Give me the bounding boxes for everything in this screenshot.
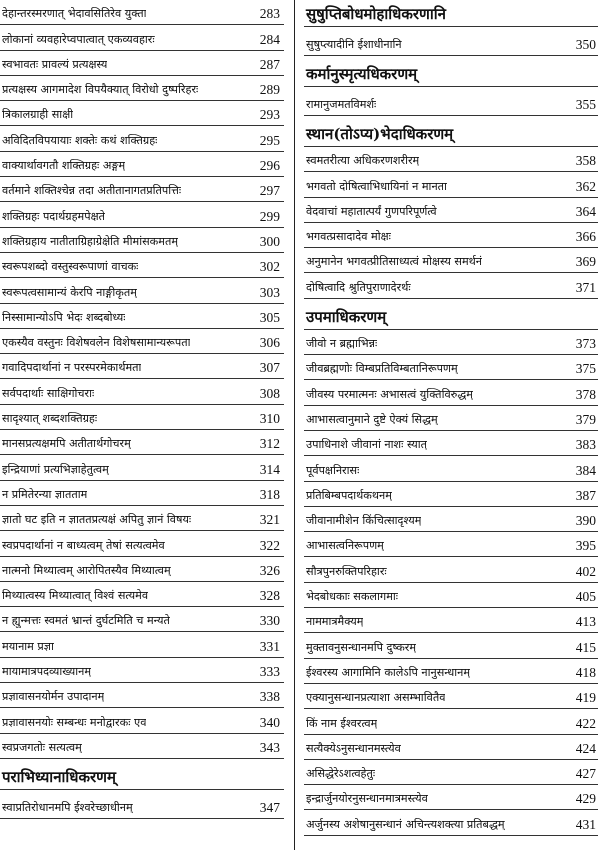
entry-page-number: 296 <box>259 158 280 174</box>
entry-page-number: 378 <box>575 386 596 402</box>
entry-page-number: 419 <box>575 690 596 706</box>
toc-entry <box>304 330 598 355</box>
entry-page-number: 383 <box>575 437 596 453</box>
entry-page-number: 295 <box>259 132 280 148</box>
toc-entry <box>304 608 598 633</box>
entry-page-number: 343 <box>259 739 280 755</box>
entry-page-number: 347 <box>259 799 280 815</box>
entry-page-number: 310 <box>259 411 280 427</box>
entry-title: मुक्तावनुसन्धानमपि दुष्करम् <box>306 640 417 654</box>
entry-page-number: 333 <box>259 664 280 680</box>
entry-page-number: 373 <box>575 336 596 352</box>
toc-entry <box>0 506 284 531</box>
entry-title: प्रतिबिम्बपदार्थकथनम् <box>306 488 392 502</box>
entry-title: जीवानामीशेन किंचित्सादृश्यम् <box>306 514 422 528</box>
entry-title: ईश्वरस्य आगामिनि कालेऽपि नानुसन्धानम् <box>306 665 471 679</box>
toc-entry <box>0 202 284 227</box>
toc-entry <box>0 557 284 582</box>
entry-page-number: 340 <box>259 714 280 730</box>
entry-title: सर्वपदार्थाः साक्षिगोचराः <box>2 386 95 400</box>
entry-title: अनुमानेन भगवत्प्रीतिसाध्यत्वं मोक्षस्य समर्थनं <box>306 255 482 269</box>
section-heading <box>304 0 598 27</box>
entry-page-number: 330 <box>259 613 280 629</box>
entry-page-number: 355 <box>575 97 596 112</box>
toc-entry <box>304 147 598 172</box>
entry-page-number: 283 <box>259 6 280 22</box>
toc-entry <box>0 790 284 819</box>
toc-entry <box>304 785 598 810</box>
entry-title: नात्मनो मिथ्यात्वम् आरोपितस्यैव मिथ्यात्वम् <box>2 563 171 577</box>
entry-title: आभासत्वानुमाने दुष्टे ऐक्यं सिद्धम् <box>306 412 438 426</box>
entry-title: निस्सामान्योऽपि भेदः शब्दबोध्यः <box>2 310 126 324</box>
entry-title: गवादिपदार्थानां न परस्परमेकार्थमता <box>2 361 142 375</box>
entry-page-number: 307 <box>259 360 280 376</box>
toc-entry <box>304 659 598 684</box>
entry-title: शक्तिग्रहः पदार्थग्रहमपेक्षते <box>2 209 105 223</box>
entry-title: न ह्युन्मत्तः स्वमतं भ्रान्तं दुर्घटमिति च मन्यते <box>2 614 170 628</box>
entry-title: उपाधिनाशे जीवानां नाशः स्यात् <box>306 438 428 452</box>
toc-entry <box>304 380 598 405</box>
entry-title: मानसप्रत्यक्षमपि अतीतार्थगोचरम् <box>2 437 131 451</box>
entry-page-number: 306 <box>259 335 280 351</box>
entry-page-number: 395 <box>575 538 596 554</box>
entry-page-number: 289 <box>259 82 280 98</box>
entry-title: मयानाम प्रज्ञा <box>2 639 54 653</box>
entry-title: न प्रमितेरन्या ज्ञातताम <box>2 487 88 501</box>
entry-page-number: 362 <box>575 178 596 194</box>
section-heading <box>304 56 598 87</box>
entry-page-number: 364 <box>575 203 596 219</box>
entry-title: प्रत्यक्षस्य आगमादेश विपयैक्यात् विरोधो दुष्परिहरः <box>2 83 199 97</box>
toc-entry <box>0 607 284 632</box>
entry-title: मिथ्यात्वस्य मिथ्यात्वात् विश्वं सत्यमेव <box>2 589 149 603</box>
section-heading-text: स्थान(तोऽप्य)भेदाधिकरणम् <box>306 125 454 143</box>
entry-title: इन्द्रार्जुनयोरनुसन्धानमात्रमस्त्येव <box>306 792 428 806</box>
toc-entry <box>0 25 284 50</box>
toc-entry <box>304 87 598 116</box>
entry-page-number: 379 <box>575 411 596 427</box>
entry-page-number: 318 <box>259 486 280 502</box>
toc-entry <box>304 684 598 709</box>
toc-entry <box>0 76 284 101</box>
entry-title: किं नाम ईश्वरत्वम् <box>306 716 378 730</box>
entry-title: त्रिकालग्राही साक्षी <box>2 108 74 122</box>
toc-entry <box>304 583 598 608</box>
section-heading-text: कर्मानुस्मृत्यधिकरणम् <box>306 65 418 83</box>
entry-page-number: 305 <box>259 309 280 325</box>
entry-page-number: 302 <box>259 259 280 275</box>
toc-entry <box>0 228 284 253</box>
entry-page-number: 402 <box>575 563 596 579</box>
entry-title: स्वप्रपदार्थानां न बाध्यत्वम् तेषां सत्यत्वमेव <box>2 538 165 552</box>
entry-page-number: 299 <box>259 208 280 224</box>
column-divider <box>294 0 295 850</box>
toc-entry <box>304 633 598 658</box>
entry-title: आभासत्वनिरूपणम् <box>306 539 384 553</box>
toc-entry <box>0 329 284 354</box>
toc-entry <box>304 810 598 835</box>
entry-page-number: 297 <box>259 183 280 199</box>
entry-page-number: 308 <box>259 385 280 401</box>
toc-entry <box>304 431 598 456</box>
entry-page-number: 422 <box>575 715 596 731</box>
entry-title: प्रज्ञावासनयोः सम्बन्धः मनोद्वारकः एव <box>2 715 147 729</box>
toc-entry <box>0 658 284 683</box>
entry-page-number: 431 <box>575 816 596 832</box>
entry-page-number: 384 <box>575 462 596 478</box>
toc-entry <box>304 482 598 507</box>
entry-title: भगवतो दोषित्वाभिधायिनां न मानता <box>306 179 447 193</box>
entry-title: भगवत्प्रसादादेव मोक्षः <box>306 230 391 244</box>
entry-title: जीवो न ब्रह्माभिन्नः <box>306 337 378 351</box>
entry-page-number: 322 <box>259 537 280 553</box>
entry-title: स्वभावतः प्रावल्यं प्रत्यक्षस्य <box>2 57 108 71</box>
entry-page-number: 314 <box>259 461 280 477</box>
entry-title: सादृश्यात् शब्दशक्तिग्रहः <box>2 412 98 426</box>
toc-entry <box>0 304 284 329</box>
entry-page-number: 312 <box>259 436 280 452</box>
toc-entry <box>0 379 284 404</box>
entry-title: अर्जुनस्य अशेषानुसन्धानं अचिन्त्यशक्त्या प्रतिबद्धम् <box>306 817 505 831</box>
toc-entry <box>0 354 284 379</box>
entry-title: वाक्यार्थावगतौ शक्तिग्रहः अङ्गम् <box>2 159 126 173</box>
toc-entry <box>0 708 284 733</box>
entry-title: लोकानां व्यवहारेप्वपात्वात् एकव्यवहारः <box>2 32 155 46</box>
entry-page-number: 390 <box>575 513 596 529</box>
toc-entry <box>304 735 598 760</box>
toc-entry <box>0 632 284 657</box>
toc-entry <box>0 51 284 76</box>
entry-page-number: 328 <box>259 588 280 604</box>
toc-entry <box>304 273 598 298</box>
toc-entry <box>0 0 284 25</box>
entry-title: वेदवाचां महातात्पर्यं गुणपरिपूर्णत्वे <box>306 204 437 218</box>
toc-entry <box>0 126 284 151</box>
entry-title: एकस्यैव वस्तुनः विशेषवलेन विशेषसामान्यरूपता <box>2 336 191 350</box>
entry-page-number: 350 <box>575 37 596 52</box>
toc-entry <box>304 760 598 785</box>
entry-page-number: 369 <box>575 254 596 270</box>
toc-entry <box>304 406 598 431</box>
entry-page-number: 418 <box>575 664 596 680</box>
section-heading <box>0 759 284 790</box>
toc-entry <box>0 734 284 759</box>
entry-page-number: 424 <box>575 740 596 756</box>
toc-entry <box>304 355 598 380</box>
toc-entry <box>0 531 284 556</box>
toc-entry <box>0 152 284 177</box>
entry-title: वर्तमाने शक्तिश्चेन्न तदा अतीतानागतप्रतिपत्तिः <box>2 184 182 198</box>
entry-page-number: 358 <box>575 153 596 169</box>
section-heading-text: सुषुप्तिबोधमोहाधिकरणानि <box>306 5 446 23</box>
entry-page-number: 415 <box>575 639 596 655</box>
entry-page-number: 287 <box>259 56 280 72</box>
toc-entry <box>0 177 284 202</box>
entry-title: असिद्धेरेऽशत्वहेतुः <box>306 767 376 781</box>
left-column <box>0 0 284 819</box>
toc-entry <box>0 405 284 430</box>
section-heading-text: पराभिध्यानाधिकरणम् <box>2 767 116 786</box>
toc-entry <box>0 278 284 303</box>
entry-title: जीवस्य परमात्मनः अभासत्वं युक्तिविरुद्धम् <box>306 387 474 401</box>
entry-page-number: 338 <box>259 689 280 705</box>
entry-page-number: 326 <box>259 562 280 578</box>
entry-page-number: 284 <box>259 31 280 47</box>
toc-entry <box>0 253 284 278</box>
entry-title: देहान्तरस्मरणात् भेदावसितिरेव युक्ता <box>2 7 147 21</box>
entry-title: एक्यानुसन्धानप्रत्याशा असम्भावितैव <box>306 691 446 705</box>
entry-title: मायामात्रपदव्याख्यानम् <box>2 665 92 679</box>
toc-entry <box>304 507 598 532</box>
entry-page-number: 303 <box>259 284 280 300</box>
toc-entry <box>0 455 284 480</box>
entry-title: दोषित्वादि श्रुतिपुराणादेरर्थः <box>306 280 411 294</box>
entry-title: नाममात्रमैक्यम् <box>306 615 364 629</box>
entry-title: शक्तिग्रहाय नातीताग्रिहाग्रेक्षेति मीमांसकमतम् <box>2 234 179 248</box>
entry-title: सौत्रपुनरुक्तिपरिहारः <box>306 564 387 578</box>
toc-entry <box>0 582 284 607</box>
entry-page-number: 427 <box>575 766 596 782</box>
entry-title: रामानुजमतविमर्शः <box>306 98 377 111</box>
entry-page-number: 429 <box>575 791 596 807</box>
entry-title: प्रज्ञावासनयोर्मन उपादानम् <box>2 690 105 704</box>
toc-entry <box>304 27 598 56</box>
entry-page-number: 375 <box>575 361 596 377</box>
toc-entry <box>304 172 598 197</box>
entry-title: इन्द्रियाणां प्रत्यभिज्ञाहेतुत्वम् <box>2 462 109 476</box>
entry-page-number: 387 <box>575 487 596 503</box>
toc-entry <box>0 683 284 708</box>
right-column <box>304 0 598 836</box>
entry-title: स्वाप्रतिरोधानमपि ईश्वरेच्छाधीनम् <box>2 800 133 814</box>
entry-title: स्वप्रजगतोः सत्यत्वम् <box>2 740 82 754</box>
section-heading-text: उपमाधिकरणम् <box>306 307 387 326</box>
toc-entry <box>0 101 284 126</box>
entry-page-number: 300 <box>259 233 280 249</box>
toc-entry <box>304 198 598 223</box>
entry-title: सुषुप्त्यादीनि ईशाधीनानि <box>306 38 402 51</box>
toc-entry <box>0 481 284 506</box>
entry-page-number: 366 <box>575 229 596 245</box>
entry-title: भेदबोधकाः सकलागमाः <box>306 590 399 604</box>
entry-title: अविदितविपयायाः शक्तेः कथं शक्तिग्रहः <box>2 133 158 147</box>
toc-entry <box>304 532 598 557</box>
toc-entry <box>0 430 284 455</box>
toc-entry <box>304 248 598 273</box>
toc-entry <box>304 557 598 582</box>
entry-title: ज्ञातो घट इति न ज्ञाततप्रत्यक्षं अपितु ज्ञानं विषयः <box>2 513 192 527</box>
entry-title: पूर्वपक्षनिरासः <box>306 463 360 477</box>
entry-title: स्वरूपशब्दो वस्तुस्वरूपाणां वाचकः <box>2 260 139 274</box>
entry-title: स्वमतरीत्या अधिकरणशरीरम् <box>306 154 420 168</box>
entry-page-number: 413 <box>575 614 596 630</box>
section-heading <box>304 116 598 147</box>
entry-title: सत्यैक्येऽनुसन्धानमस्त्येव <box>306 741 401 755</box>
entry-page-number: 321 <box>259 512 280 528</box>
toc-entry <box>304 456 598 481</box>
toc-entry <box>304 709 598 734</box>
toc-entry <box>304 223 598 248</box>
entry-title: स्वरूपत्वसामान्यं केरपि नाङ्गीकृतम् <box>2 285 137 299</box>
entry-page-number: 331 <box>259 638 280 654</box>
entry-title: जीवब्रह्मणोः विम्बप्रतिविम्बतानिरूपणम् <box>306 362 458 376</box>
entry-page-number: 371 <box>575 279 596 295</box>
section-heading <box>304 299 598 330</box>
entry-page-number: 293 <box>259 107 280 123</box>
entry-page-number: 405 <box>575 589 596 605</box>
